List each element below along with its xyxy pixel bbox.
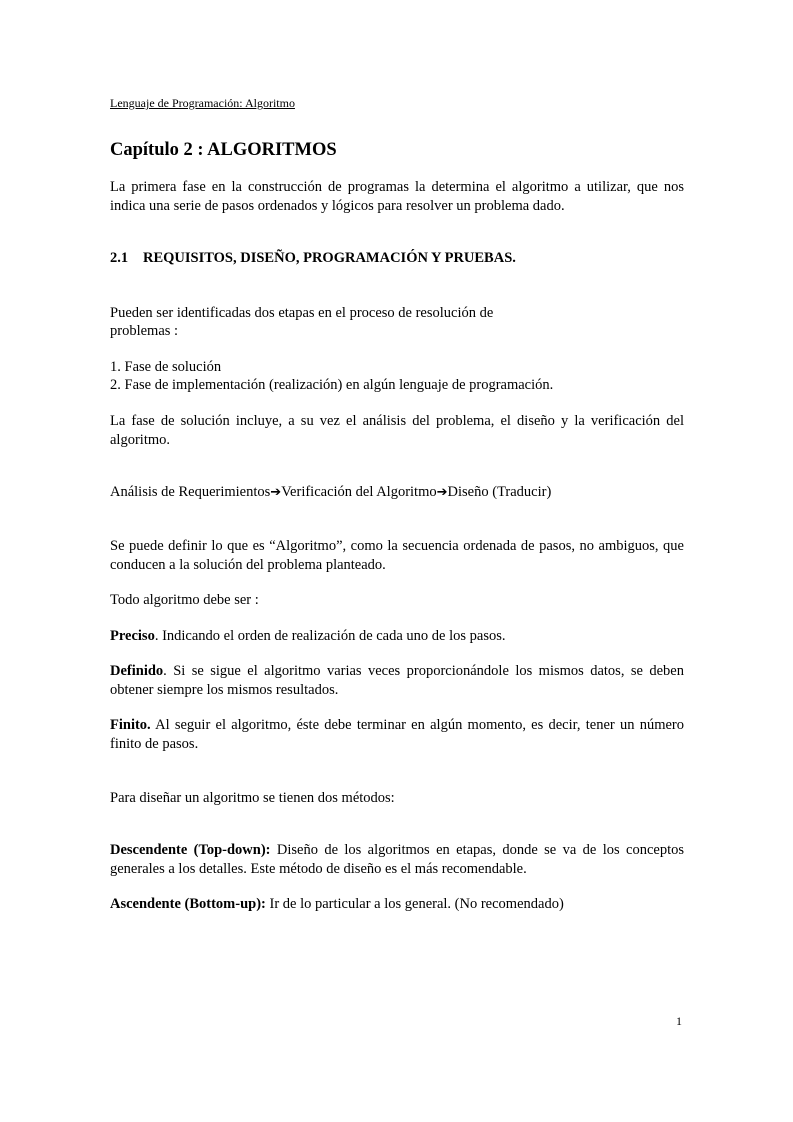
methods-intro: Para diseñar un algoritmo se tienen dos métodos: bbox=[110, 790, 395, 806]
right-arrow-icon: ➔ bbox=[436, 485, 448, 500]
method-top-down bbox=[110, 841, 684, 879]
property-precise bbox=[110, 627, 684, 646]
section-heading bbox=[110, 250, 516, 267]
property-term: Finito. bbox=[110, 717, 151, 733]
stages-intro-line-2: problemas : bbox=[110, 323, 179, 339]
property-defined bbox=[110, 662, 684, 700]
method-text: Ir de lo particular a los general. (No recomendado) bbox=[265, 896, 564, 912]
chapter-title: Capítulo 2 : ALGORITMOS bbox=[110, 140, 337, 160]
intro-paragraph: La primera fase en la construcción de programas la determina el algoritmo a utilizar, que nos indica una serie de pasos ordenados y lógicos para resolver un problema dado. bbox=[110, 179, 684, 214]
stage-item-2: 2. Fase de implementación (realización) en algún lenguaje de programación. bbox=[110, 377, 554, 393]
definition-paragraph: Se puede definir lo que es “Algoritmo”, como la secuencia ordenada de pasos, no ambiguos, que conducen a la solución del problema planteado. bbox=[110, 538, 684, 573]
property-text: Al seguir el algoritmo, éste debe terminar en algún momento, es decir, tener un número finito de pasos. bbox=[110, 717, 684, 752]
must-be-line: Todo algoritmo debe ser : bbox=[110, 592, 259, 608]
method-term: Ascendente (Bottom-up): bbox=[110, 896, 266, 912]
property-finite bbox=[110, 716, 684, 754]
method-term: Descendente (Top-down): bbox=[110, 842, 271, 858]
section-number: 2.1 bbox=[110, 250, 129, 266]
stage-item-1: 1. Fase de solución bbox=[110, 359, 222, 375]
property-term: Definido bbox=[110, 663, 164, 679]
solution-phase-paragraph: La fase de solución incluye, a su vez el análisis del problema, el diseño y la verificación del algoritmo. bbox=[110, 413, 684, 448]
method-text: Diseño de los algoritmos en etapas, donde se va de los conceptos generales a los detalles. Este método de diseño es el más recomendable. bbox=[110, 842, 684, 877]
flow-step-verification: Verificación del Algoritmo bbox=[281, 484, 437, 500]
running-header: Lenguaje de Programación: Algoritmo bbox=[110, 96, 295, 110]
property-text: . Si se sigue el algoritmo varias veces proporcionándole los mismos datos, se deben obtener siempre los mismos resultados. bbox=[110, 663, 684, 698]
section-title: REQUISITOS, DISEÑO, PROGRAMACIÓN Y PRUEBAS. bbox=[143, 250, 516, 266]
stages-intro-line-1: Pueden ser identificadas dos etapas en el proceso de resolución de bbox=[110, 305, 494, 321]
property-text: . Indicando el orden de realización de cada uno de los pasos. bbox=[154, 628, 506, 644]
flow-step-analysis: Análisis de Requerimientos bbox=[110, 484, 271, 500]
page-number: 1 bbox=[676, 1014, 682, 1028]
method-bottom-up bbox=[110, 895, 684, 914]
process-flow bbox=[110, 483, 551, 502]
right-arrow-icon: ➔ bbox=[270, 485, 282, 500]
flow-step-design: Diseño (Traducir) bbox=[447, 484, 552, 500]
property-term: Preciso bbox=[110, 628, 155, 644]
